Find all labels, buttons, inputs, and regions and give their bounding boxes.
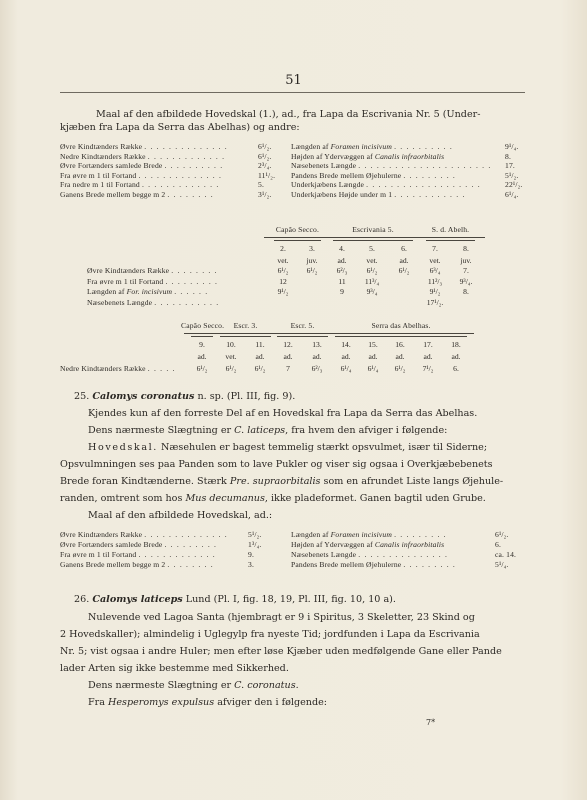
column-number: 14. bbox=[341, 340, 351, 349]
text-run: . bbox=[295, 680, 299, 691]
page-number: 51 bbox=[285, 73, 302, 88]
column-number: 5. bbox=[369, 244, 375, 253]
measure-label: Højden af Ydervæggen af bbox=[291, 540, 375, 549]
measure-row-left bbox=[60, 560, 214, 569]
table-cell: 11³/₄ bbox=[364, 276, 380, 286]
row-label: Øvre Kindtænders Række bbox=[87, 266, 170, 275]
measure-label: Øvre Fortænders samlede Brede bbox=[60, 540, 163, 549]
group-rule bbox=[220, 336, 271, 337]
row-label: Fra øvre m 1 til Fortand bbox=[87, 276, 164, 286]
column-age: vet. bbox=[225, 352, 237, 361]
leader-dots: . . . . . . . . . . bbox=[394, 142, 453, 151]
section-26-line-3: Nr. 5; vist ogsaa i andre Huler; men efter løse Kjæber uden medfølgende Gane eller Pande bbox=[60, 646, 502, 657]
table-cell: 6¹/₂ bbox=[394, 364, 406, 373]
section-26-line-4: lader Arten sig ikke bestemme med Sikkerhed. bbox=[60, 663, 289, 674]
text-run: Dens nærmeste Slægtning er bbox=[88, 425, 235, 436]
measure-row-right bbox=[291, 161, 491, 170]
column-number: 4. bbox=[339, 244, 345, 253]
measure-row-left bbox=[60, 190, 214, 199]
measure-label: Øvre Kindtænders Række bbox=[60, 142, 143, 151]
text-run: , ikke pladeformet. Ganen bagtil uden Grube. bbox=[264, 493, 486, 504]
table-cell: 6¹/₂ bbox=[306, 266, 318, 275]
measure-label: Fra nedre m 1 til Fortand bbox=[60, 180, 140, 190]
column-number: 3. bbox=[309, 244, 315, 253]
column-group-label: S. d. Abelh. bbox=[431, 225, 470, 234]
column-group-label: Capão Secco. bbox=[181, 321, 225, 330]
measure-row-right bbox=[291, 560, 456, 569]
table-cell: 9³/₄ bbox=[366, 287, 378, 296]
section-26-rest: Lund (Pl. I, fig. 18, 19, Pl. III, fig. 10, 10 a). bbox=[182, 594, 396, 605]
group-rule bbox=[270, 333, 335, 334]
group-rule bbox=[328, 333, 474, 334]
group-rule bbox=[323, 237, 423, 238]
measure-value: 3. bbox=[248, 560, 254, 569]
measure-label: Længden af bbox=[291, 142, 331, 151]
measure-value: 5¹/₂. bbox=[505, 170, 519, 180]
column-group-label: Escr. 5. bbox=[290, 321, 315, 330]
column-number: 12. bbox=[283, 340, 293, 349]
measure-value: 3¹/₂. bbox=[258, 190, 272, 199]
measure-label: Underkjæbens Længde bbox=[291, 180, 365, 190]
row-label-italic: For. incisivum bbox=[126, 287, 173, 296]
table-cell: 7 bbox=[286, 364, 290, 373]
signature-mark: 7* bbox=[426, 718, 436, 727]
leader-dots: . . . . . . . . . . bbox=[164, 161, 224, 171]
measure-label-italic: Canalis infraorbitalis bbox=[374, 540, 445, 549]
table-cell: 6²/₃ bbox=[311, 364, 323, 373]
measure-label: Øvre Fortænders samlede Brede bbox=[60, 161, 163, 171]
column-number: 11. bbox=[255, 340, 265, 349]
row-label: Næsebenets Længde bbox=[87, 297, 153, 307]
text-run: Dens nærmeste Slægtning er bbox=[88, 680, 235, 691]
section-25-p3-l1 bbox=[88, 441, 487, 454]
measure-value: 6¹/₄. bbox=[505, 190, 519, 199]
column-number: 2. bbox=[280, 244, 286, 253]
column-group-label: Escrivania 5. bbox=[352, 225, 394, 234]
table-row-label bbox=[60, 364, 176, 373]
table-cell: 17¹/₂. bbox=[426, 297, 444, 307]
column-group-label: Escr. 3. bbox=[233, 321, 258, 330]
section-25-genus: Calomys coronatus bbox=[92, 391, 195, 402]
measure-row-right bbox=[291, 550, 448, 559]
leader-dots: . . . . . . . . . . . . . . bbox=[138, 170, 223, 180]
section-25-p2 bbox=[88, 424, 447, 437]
measure-value: 8. bbox=[505, 151, 511, 161]
column-age: ad. bbox=[423, 352, 433, 361]
measure-label: Øvre Kindtænders Række bbox=[60, 530, 143, 539]
measure-value: 9¹/₄. bbox=[505, 142, 519, 151]
section-25-p3-l3 bbox=[60, 475, 503, 488]
intro-line-2: kjæben fra Lapa da Serra das Abelhas) og andre: bbox=[60, 122, 300, 133]
measure-value: 6. bbox=[495, 540, 501, 549]
group-rule bbox=[333, 240, 413, 241]
column-number: 13. bbox=[312, 340, 322, 349]
leader-dots: . . . . . . . . . . . . . . . . . . . . . . bbox=[358, 161, 492, 171]
text-run: randen, omtrent som hos bbox=[60, 493, 186, 504]
section-25-p4: Maal af den afbildede Hovedskal, ad.: bbox=[88, 510, 273, 521]
column-age: vet. bbox=[429, 256, 441, 265]
text-run: Pre. supraorbitalis bbox=[229, 476, 321, 487]
group-rule bbox=[335, 336, 467, 337]
column-number: 6. bbox=[401, 244, 407, 253]
measure-label: Fra øvre m 1 til Fortand bbox=[60, 550, 137, 559]
table-cell: 9³/₄. bbox=[459, 276, 473, 286]
leader-dots: . . . . . . . . . . . . . . . . . . . bbox=[366, 180, 481, 190]
section-26-heading bbox=[74, 593, 396, 606]
column-number: 10. bbox=[226, 340, 236, 349]
leader-dots: . . . . . . . . bbox=[171, 266, 218, 275]
table-cell: 8. bbox=[463, 287, 469, 296]
measure-row-left bbox=[60, 171, 222, 180]
measure-label: Højden af Ydervæggen af bbox=[291, 151, 375, 161]
column-number: 18. bbox=[451, 340, 461, 349]
leader-dots: . . . . . . . . . . . . . bbox=[141, 180, 220, 190]
table-row-label bbox=[87, 266, 218, 275]
measure-row-left bbox=[60, 550, 216, 559]
column-age: ad. bbox=[197, 352, 207, 361]
section-25-p1: Kjendes kun af den forreste Del af en Hovedskal fra Lapa da Serra das Abelhas. bbox=[88, 408, 478, 419]
column-age: ad. bbox=[312, 352, 322, 361]
table-cell: 6³/₄ bbox=[429, 266, 441, 275]
text-run: Næsehulen er bagest temmelig stærkt opsvulmet, især til Siderne; bbox=[157, 442, 488, 453]
table-cell: 11 bbox=[338, 276, 346, 286]
group-rule bbox=[274, 240, 321, 241]
leader-dots: . . . . . . . . . bbox=[403, 170, 457, 180]
section-25-heading bbox=[74, 390, 295, 403]
column-group-label: Capão Secco. bbox=[275, 225, 320, 234]
leader-dots: . . . . . . . . . . . . . . bbox=[144, 142, 228, 151]
leader-dots: . . . . . . . . . . . . bbox=[394, 190, 466, 199]
row-label: Længden af bbox=[87, 287, 127, 296]
column-number: 16. bbox=[395, 340, 405, 349]
measure-label: Ganens Brede mellem begge m 2 bbox=[60, 190, 166, 199]
table-row-label bbox=[87, 298, 219, 307]
leader-dots: . . . . . . . . . bbox=[165, 276, 219, 286]
measure-row-left bbox=[60, 180, 219, 189]
leader-dots: . . . . . . . . . bbox=[164, 540, 218, 549]
row-label: Nedre Kindtænders Række bbox=[60, 364, 146, 373]
text-run: Mus decumanus bbox=[185, 493, 265, 504]
measure-row-right bbox=[291, 530, 447, 539]
measure-row-left bbox=[60, 161, 223, 170]
measure-label-italic: Foramen incisivum bbox=[330, 142, 392, 151]
measure-value: 5. bbox=[258, 180, 264, 190]
table-row-label bbox=[87, 277, 218, 286]
section-25-p3-l4 bbox=[60, 492, 486, 505]
measure-value: 1³/₄. bbox=[248, 540, 262, 549]
section-26-line-5 bbox=[88, 679, 299, 692]
measure-label: Pandens Brede mellem Øjehulerne bbox=[291, 560, 402, 569]
column-number: 15. bbox=[368, 340, 378, 349]
table-cell: 7. bbox=[463, 266, 469, 275]
leader-dots: . . . . . bbox=[147, 364, 176, 373]
measure-value: 2³/₄. bbox=[258, 161, 272, 171]
column-age: juv. bbox=[306, 256, 318, 265]
leader-dots: . . . . . . bbox=[174, 287, 209, 296]
measure-row-right bbox=[291, 152, 444, 161]
measure-value: ca. 14. bbox=[495, 550, 517, 559]
column-age: ad. bbox=[341, 352, 351, 361]
table-cell: 6¹/₂ bbox=[366, 266, 378, 275]
measure-label: Længden af bbox=[291, 530, 331, 539]
text-run: som en afrundet Liste langs Øjehule- bbox=[320, 476, 504, 487]
leader-dots: . . . . . . . . . bbox=[394, 530, 447, 539]
table-cell: 6. bbox=[453, 364, 459, 373]
measure-value: 6¹/₂. bbox=[495, 530, 509, 539]
section-26-number: 26. bbox=[74, 594, 90, 605]
leader-dots: . . . . . . . . . bbox=[403, 560, 457, 569]
table-cell: 6¹/₂ bbox=[225, 364, 237, 373]
measure-label: Fra øvre m 1 til Fortand bbox=[60, 170, 137, 180]
section-26-line-6 bbox=[88, 696, 327, 709]
table-cell: 6¹/₂ bbox=[196, 364, 208, 373]
table-cell: 6¹/₄ bbox=[367, 364, 379, 373]
column-age: ad. bbox=[399, 256, 409, 265]
section-26-genus: Calomys laticeps bbox=[92, 594, 183, 605]
measure-row-left bbox=[60, 540, 217, 549]
column-age: ad. bbox=[451, 352, 461, 361]
measure-row-left bbox=[60, 152, 225, 161]
measure-row-right bbox=[291, 171, 456, 180]
intro-line-1: Maal af den afbildede Hovedskal (1.), ad., fra Lapa da Escrivania Nr. 5 (Under- bbox=[96, 109, 481, 120]
measure-value: 6¹/₂. bbox=[258, 142, 272, 151]
measure-label: Næsebenets Længde bbox=[291, 161, 357, 171]
column-age: ad. bbox=[255, 352, 265, 361]
measure-row-right bbox=[291, 142, 453, 151]
column-age: ad. bbox=[368, 352, 378, 361]
table-cell: 9 bbox=[340, 287, 344, 296]
text-run: , fra hvem den afviger i følgende: bbox=[285, 425, 448, 436]
measure-label-italic: Foramen incisivum bbox=[330, 530, 392, 539]
measure-value: 11¹/₂. bbox=[258, 170, 276, 180]
group-rule bbox=[416, 237, 485, 238]
section-26-line-1: Nulevende ved Lagoa Santa (hjembragt er 9 i Spiritus, 3 Skeletter, 23 Skind og bbox=[88, 612, 475, 623]
measure-row-right bbox=[291, 540, 444, 549]
group-rule bbox=[213, 333, 278, 334]
section-25-rest: n. sp. (Pl. III, fig. 9). bbox=[194, 391, 296, 402]
text-run: Hovedskal. bbox=[88, 442, 158, 453]
section-25-p3-l2: Opsvulmningen ses paa Panden som to lave Pukler og viser sig ogsaa i Overkjæbebenets bbox=[60, 459, 493, 470]
column-age: juv. bbox=[460, 256, 472, 265]
measure-row-left bbox=[60, 142, 228, 151]
group-rule bbox=[277, 336, 328, 337]
leader-dots: . . . . . . . . . . . . . . . bbox=[358, 550, 449, 559]
text-run: Brede foran Kindtænderne. Stærk bbox=[60, 476, 230, 487]
section-26-line-2: 2 Hovedskaller); almindelig i Uglegylp fra nyeste Tid; jordfunden i Lapa da Escrivania bbox=[60, 629, 480, 640]
column-number: 17. bbox=[423, 340, 433, 349]
group-rule bbox=[191, 336, 213, 337]
measure-label: Pandens Brede mellem Øjehulerne bbox=[291, 170, 402, 180]
measure-value: 17. bbox=[505, 161, 515, 171]
table-cell: 6¹/₂ bbox=[254, 364, 266, 373]
text-run: C. coronatus bbox=[234, 680, 296, 691]
table-cell: 9¹/₂ bbox=[429, 287, 441, 296]
column-age: ad. bbox=[395, 352, 405, 361]
table-cell: 12 bbox=[279, 276, 287, 286]
leader-dots: . . . . . . . . . . . bbox=[154, 297, 220, 307]
measure-row-right bbox=[291, 180, 481, 189]
text-run: Fra bbox=[88, 697, 109, 708]
measure-label: Underkjæbens Højde under m 1 bbox=[291, 190, 393, 199]
column-number: 9. bbox=[199, 340, 205, 349]
leader-dots: . . . . . . . . . . . . . bbox=[147, 151, 226, 161]
group-rule bbox=[264, 237, 331, 238]
column-group-label: Serra das Abelhas. bbox=[371, 321, 431, 330]
leader-dots: . . . . . . . . bbox=[167, 190, 214, 199]
column-age: ad. bbox=[337, 256, 347, 265]
table-cell: 6¹/₂ bbox=[277, 266, 289, 275]
table-row-label bbox=[87, 287, 208, 296]
measure-value: 5¹/₄. bbox=[495, 560, 509, 569]
leader-dots: . . . . . . . . bbox=[167, 560, 214, 569]
measure-value: 9. bbox=[248, 550, 254, 559]
section-25-number: 25. bbox=[74, 391, 90, 402]
header-rule bbox=[60, 92, 525, 93]
leader-dots: . . . . . . . . . . . . . . bbox=[144, 530, 228, 539]
table-cell: 7¹/₂ bbox=[422, 364, 434, 373]
table-cell: 6¹/₄ bbox=[340, 364, 352, 373]
measure-row-left bbox=[60, 530, 228, 539]
text-run: C. laticeps bbox=[234, 425, 286, 436]
measure-value: 6¹/₂. bbox=[258, 151, 272, 161]
column-age: ad. bbox=[283, 352, 293, 361]
table-cell: 11²/₃ bbox=[427, 276, 443, 286]
table-cell: 9¹/₂ bbox=[277, 287, 289, 296]
measure-label: Næsebenets Længde bbox=[291, 550, 357, 559]
text-run: afviger den i følgende: bbox=[214, 697, 328, 708]
column-number: 7. bbox=[432, 244, 438, 253]
table-cell: 6²/₃ bbox=[336, 266, 348, 275]
leader-dots: . . . . . . . . . . . . . bbox=[138, 550, 216, 559]
column-age: vet. bbox=[277, 256, 289, 265]
text-run: Hesperomys expulsus bbox=[108, 697, 215, 708]
measure-label-italic: Canalis infraorbitalis bbox=[374, 151, 445, 161]
measure-value: 22¹/₂. bbox=[505, 180, 523, 190]
measure-value: 5¹/₂. bbox=[248, 530, 262, 539]
measure-row-right bbox=[291, 190, 466, 199]
table-cell: 6¹/₂ bbox=[398, 266, 410, 275]
column-number: 8. bbox=[463, 244, 469, 253]
measure-label: Ganens Brede mellem begge m 2 bbox=[60, 560, 166, 569]
group-rule bbox=[426, 240, 475, 241]
column-age: vet. bbox=[366, 256, 378, 265]
measure-label: Nedre Kindtænders Række bbox=[60, 151, 146, 161]
